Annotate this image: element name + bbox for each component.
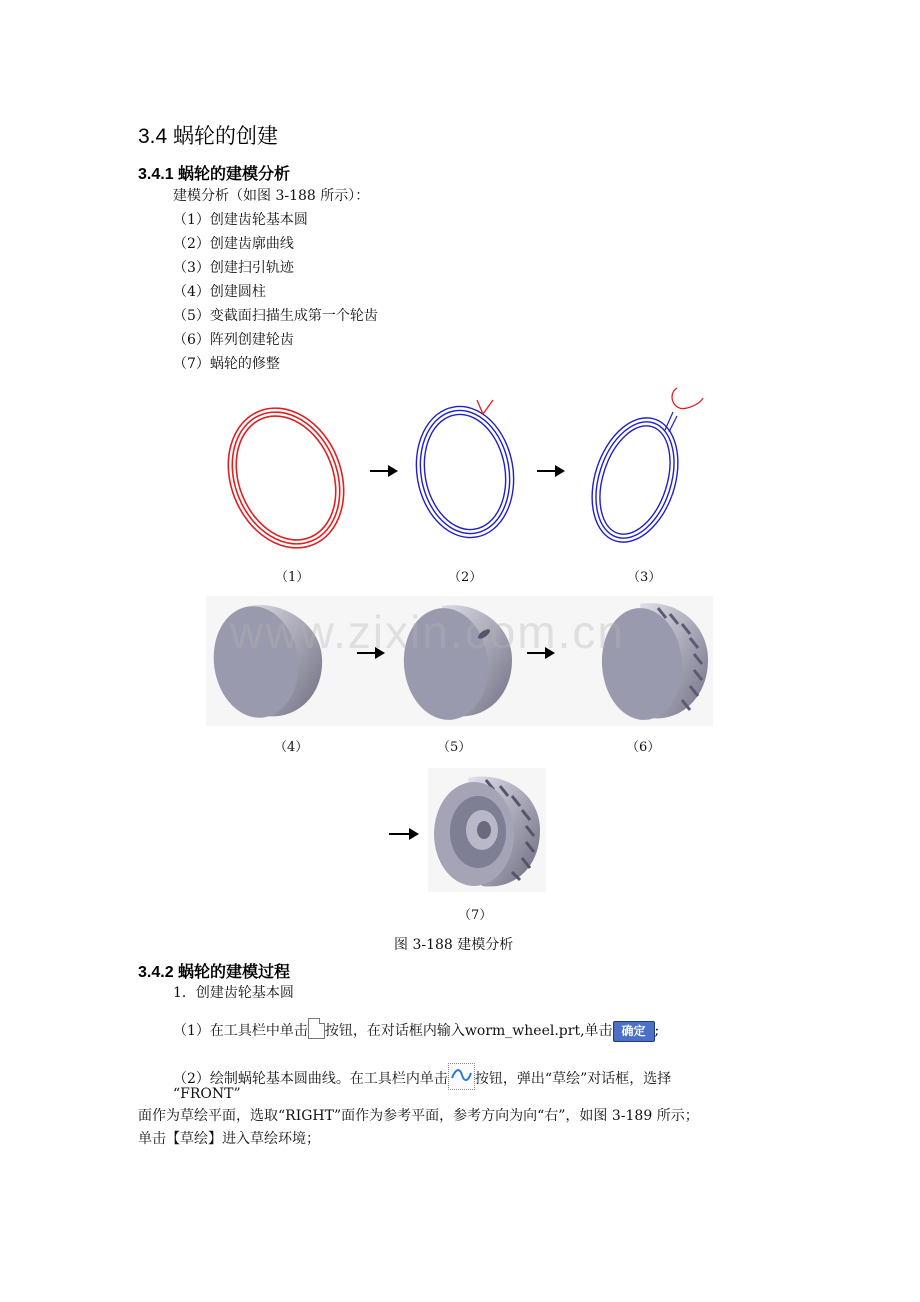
figure-label-2: （2）: [448, 570, 483, 585]
analysis-step: （7）蜗轮的修整: [173, 356, 280, 372]
instruction-2-enter-sketch: 单击【草绘】进入草绘环境；: [138, 1131, 320, 1147]
figure-label-1: （1）: [275, 570, 310, 585]
instruction-2-continuation: 面作为草绘平面，选取“RIGHT”面作为参考平面，参考方向为向“右”，如图 3-189 所示；: [138, 1108, 699, 1124]
analysis-step: （2）创建齿廓曲线: [173, 236, 294, 252]
new-file-icon[interactable]: [308, 1018, 325, 1039]
subsection-title-modeling-process: 3.4.2 蜗轮的建模过程: [138, 964, 291, 981]
analysis-step: （6）阵列创建轮齿: [173, 332, 294, 348]
watermark: www.zixin.com.cn: [230, 606, 625, 658]
instruction-1-part-a: （1）在工具栏中单击: [173, 1023, 308, 1039]
ok-button[interactable]: 确定: [613, 1021, 655, 1042]
instruction-2: [173, 1063, 671, 1090]
process-step-1: 1．创建齿轮基本圆: [173, 985, 294, 1001]
figure-base-circles-red: [214, 390, 364, 550]
sketch-tool-icon[interactable]: [448, 1063, 475, 1090]
analysis-step: （5）变截面扫描生成第一个轮齿: [173, 308, 378, 324]
figure-label-7: （7）: [458, 908, 493, 923]
figure-label-6: （6）: [626, 740, 661, 755]
figure-caption: 图 3-188 建模分析: [394, 937, 514, 953]
instruction-1-part-b: 按钮，在对话框内输入worm_wheel.prt,单击: [324, 1023, 613, 1039]
arrow-icon: [370, 470, 396, 472]
instruction-1: [173, 1018, 659, 1042]
figure-finished-worm-wheel: [428, 768, 546, 892]
instruction-1-part-c: ;: [654, 1023, 660, 1039]
arrow-icon: [389, 833, 417, 835]
figure-tooth-profile-blue: [403, 392, 533, 550]
arrow-icon: [537, 470, 563, 472]
analysis-step: （3）创建扫引轨迹: [173, 260, 294, 276]
figure-label-3: （3）: [627, 570, 662, 585]
instruction-2-front: “FRONT”: [173, 1086, 241, 1102]
figure-sweep-trajectory: [583, 382, 708, 550]
figure-label-5: （5）: [437, 740, 472, 755]
analysis-step: （1）创建齿轮基本圆: [173, 212, 308, 228]
analysis-step: （4）创建圆柱: [173, 284, 266, 300]
subsection-title-modeling-analysis: 3.4.1 蜗轮的建模分析: [138, 166, 291, 183]
analysis-intro: 建模分析（如图 3-188 所示）：: [173, 188, 370, 204]
instruction-2-part-b: 按钮，弹出“草绘”对话框，选择: [474, 1071, 672, 1087]
instruction-2-part-a: （2）绘制蜗轮基本圆曲线。在工具栏内单击: [173, 1071, 448, 1087]
figure-label-4: （4）: [274, 740, 309, 755]
section-title: 3.4 蜗轮的创建: [138, 125, 279, 148]
